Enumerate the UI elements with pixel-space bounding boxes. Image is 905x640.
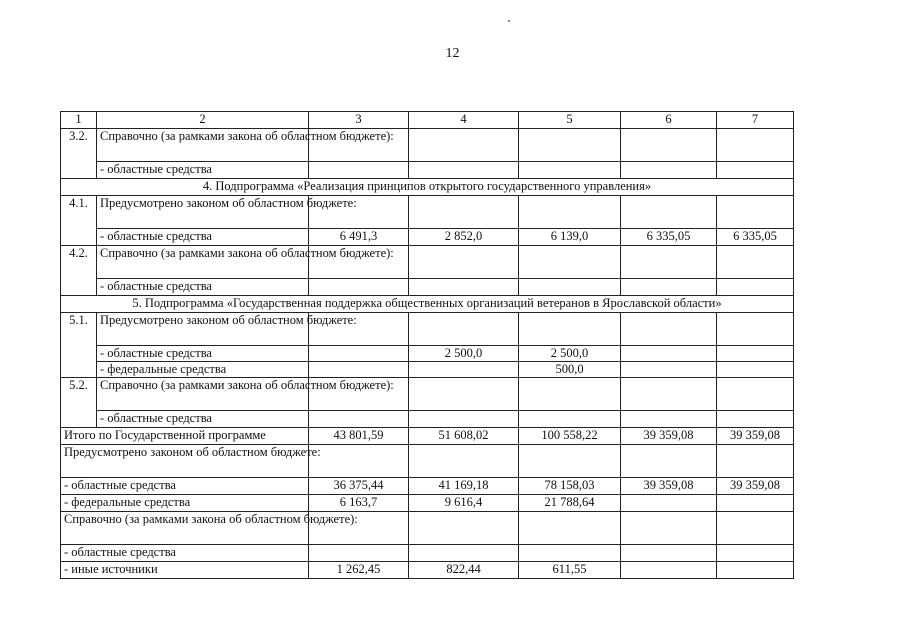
table-row [61, 545, 794, 562]
table-row [61, 279, 794, 296]
table-row [61, 512, 794, 545]
row-sublabel: - областные средства [97, 411, 309, 428]
row-sublabel: - областные средства [97, 162, 309, 179]
table-row [61, 162, 794, 179]
section-title-row [61, 179, 794, 196]
row-number: 5.2. [61, 378, 97, 428]
value-cell [621, 562, 717, 579]
table-row [61, 411, 794, 428]
row-sublabel: - областные средства [61, 478, 309, 495]
row-sublabel: - федеральные средства [97, 362, 309, 378]
value-cell [621, 495, 717, 512]
table-row [61, 562, 794, 579]
value-cell: 6 491,3 [309, 229, 409, 246]
table-row [61, 246, 794, 279]
row-sublabel: - федеральные средства [61, 495, 309, 512]
table-row [61, 346, 794, 362]
value-cell: 6 163,7 [309, 495, 409, 512]
table-row [61, 196, 794, 229]
row-number: 3.2. [61, 129, 97, 179]
value-cell: 2 500,0 [519, 346, 621, 362]
row-sublabel: - областные средства [61, 545, 309, 562]
column-header: 1 [61, 112, 97, 129]
value-cell: 39 359,08 [621, 428, 717, 445]
budget-table [60, 111, 794, 579]
value-cell [309, 362, 409, 378]
page-number: 12 [445, 46, 460, 61]
table-row [61, 495, 794, 512]
value-cell [717, 362, 794, 378]
row-number: 4.1. [61, 196, 97, 246]
value-cell: 43 801,59 [309, 428, 409, 445]
row-label: Предусмотрено законом об областном бюджете: [97, 313, 309, 346]
value-cell [409, 362, 519, 378]
value-cell: 39 359,08 [717, 478, 794, 495]
section-title: 4. Подпрограмма «Реализация принципов открытого государственного управления» [61, 179, 794, 196]
value-cell [717, 346, 794, 362]
row-label: Предусмотрено законом об областном бюджете: [61, 445, 309, 478]
value-cell: 21 788,64 [519, 495, 621, 512]
value-cell: 100 558,22 [519, 428, 621, 445]
row-sublabel: - областные средства [97, 346, 309, 362]
column-numbers-row [61, 112, 794, 129]
value-cell: 39 359,08 [717, 428, 794, 445]
value-cell [621, 346, 717, 362]
value-cell: 500,0 [519, 362, 621, 378]
column-header: 4 [409, 112, 519, 129]
row-sublabel: - областные средства [97, 279, 309, 296]
table-row [61, 378, 794, 411]
row-sublabel: - областные средства [97, 229, 309, 246]
column-header: 2 [97, 112, 309, 129]
column-header: 6 [621, 112, 717, 129]
value-cell: 6 139,0 [519, 229, 621, 246]
value-cell: 36 375,44 [309, 478, 409, 495]
section-title: 5. Подпрограмма «Государственная поддержка общественных организаций ветеранов в Ярославской области» [61, 296, 794, 313]
value-cell: 822,44 [409, 562, 519, 579]
value-cell: 9 616,4 [409, 495, 519, 512]
value-cell: 611,55 [519, 562, 621, 579]
value-cell: 51 608,02 [409, 428, 519, 445]
row-number: 4.2. [61, 246, 97, 296]
table-row [61, 229, 794, 246]
row-label: Справочно (за рамками закона об областном бюджете): [97, 246, 309, 279]
row-label: Предусмотрено законом об областном бюджете: [97, 196, 309, 229]
value-cell [717, 495, 794, 512]
value-cell: 39 359,08 [621, 478, 717, 495]
value-cell: 1 262,45 [309, 562, 409, 579]
table-row [61, 445, 794, 478]
table-row [61, 313, 794, 346]
total-row [61, 428, 794, 445]
value-cell [717, 562, 794, 579]
row-label: Справочно (за рамками закона об областном бюджете): [97, 378, 309, 411]
scan-speck [508, 20, 510, 22]
table-row [61, 478, 794, 495]
value-cell [309, 346, 409, 362]
value-cell: 2 500,0 [409, 346, 519, 362]
row-sublabel: - иные источники [61, 562, 309, 579]
section-title-row [61, 296, 794, 313]
table-row [61, 362, 794, 378]
table-row [61, 129, 794, 162]
value-cell: 6 335,05 [621, 229, 717, 246]
value-cell: 2 852,0 [409, 229, 519, 246]
value-cell: 6 335,05 [717, 229, 794, 246]
column-header: 7 [717, 112, 794, 129]
row-label: Справочно (за рамками закона об областном бюджете): [61, 512, 309, 545]
row-label: Справочно (за рамками закона об областном бюджете): [97, 129, 309, 162]
value-cell: 78 158,03 [519, 478, 621, 495]
column-header: 5 [519, 112, 621, 129]
value-cell [621, 362, 717, 378]
total-label: Итого по Государственной программе [61, 428, 309, 445]
row-number: 5.1. [61, 313, 97, 378]
value-cell: 41 169,18 [409, 478, 519, 495]
column-header: 3 [309, 112, 409, 129]
